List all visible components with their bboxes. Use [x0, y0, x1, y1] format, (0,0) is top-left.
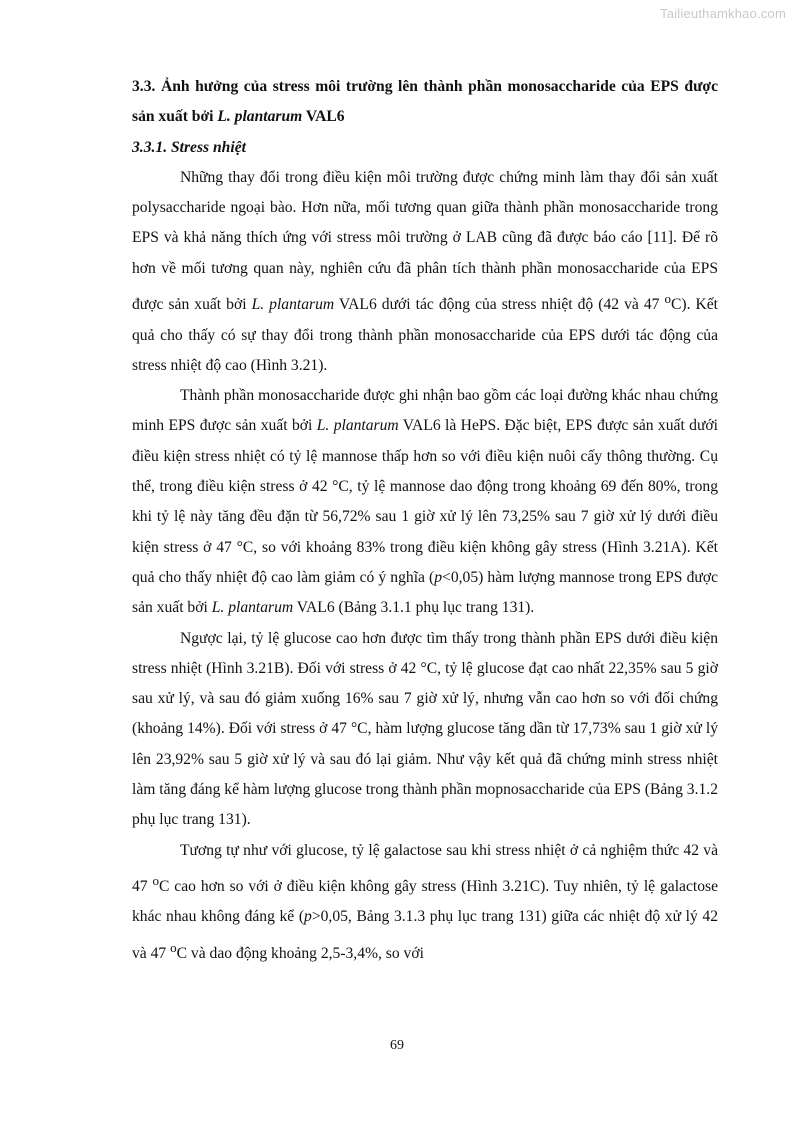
paragraph-1 — [132, 163, 718, 381]
paragraph-text: C và dao động khoảng 2,5-3,4%, so với — [176, 944, 424, 962]
paragraph-text: >0,05, Bảng 3.1.3 phụ lục trang 131) giữa các nhiệt độ xử lý 42 và 47 — [132, 908, 719, 962]
paragraph-text: VAL6 (Bảng 3.1.1 phụ lục trang 131). — [293, 599, 535, 617]
p-value-symbol: p — [304, 908, 312, 926]
p-value-symbol: p — [434, 568, 443, 586]
paragraph-text: <0,05) hàm lượng mannose trong EPS được sản xuất bởi — [132, 568, 718, 617]
watermark-text: Tailieuthamkhao.com — [660, 6, 786, 21]
section-heading — [132, 72, 718, 133]
subsection-heading: 3.3.1. Stress nhiệt — [132, 138, 246, 156]
paragraph-text: VAL6 là HePS. Đặc biệt, EPS được sản xuất dưới điều kiện stress nhiệt có tỷ lệ mannose thấp hơn so với điều kiện nuôi cấy thông thường. Cụ thể, trong điều kiện stress ở 42 °C, tỷ lệ mannose dao động trong khoảng 69 đến 80%, trong khi tỷ lệ này tăng đều đặn từ 56,72% sau 1 giờ xử lý lên 73,25% sau 7 giờ xử lý dưới điều kiện stress ở 47 °C, so với khoảng 83% trong điều kiện không gây stress (Hình 3.21A). Kết quả cho thấy nhiệt độ cao làm giảm có ý nghĩa ( — [132, 417, 718, 586]
species-name: L. plantarum — [211, 599, 294, 617]
degree-superscript: o — [170, 939, 177, 955]
paragraph-text: Tương tự như với glucose, tỷ lệ galactose sau khi stress nhiệt ở cả nghiệm thức 42 và 47 — [132, 841, 718, 896]
paragraph-text: C cao hơn so với ở điều kiện không gây stress (Hình 3.21C). Tuy nhiên, tỷ lệ galactose khác nhau không đáng kể ( — [132, 878, 718, 926]
paragraph-text: Những thay đổi trong điều kiện môi trường được chứng minh làm thay đổi sản xuất polysaccharide ngoại bào. Hơn nữa, mối tương quan giữa thành phần monosaccharide trong EPS và khả năng thích ứng với stress môi trường ở LAB cũng đã được báo cáo [11]. Để rõ hơn về mối tương quan này, nghiên cứu đã phân tích thành phần monosaccharide của EPS được sản xuất bởi — [132, 168, 718, 314]
paragraph-3: Ngược lại, tỷ lệ glucose cao hơn được tìm thấy trong thành phần EPS dưới điều kiện stress nhiệt (Hình 3.21B). Đối với stress ở 42 °C, tỷ lệ glucose đạt cao nhất 22,35% sau 5 giờ sau xử lý, và sau đó giảm xuống 16% sau 7 giờ xử lý, nhưng vẫn cao hơn so với đối chứng (khoảng 14%). Đối với stress ở 47 °C, hàm lượng glucose tăng dần từ 17,73% sau 1 giờ xử lý lên 23,92% sau 5 giờ xử lý và sau đó lại giảm. Như vậy kết quả đã chứng minh stress nhiệt làm tăng đáng kể hàm lượng glucose trong thành phần mopnosaccharide của EPS (Bảng 3.1.2 phụ lục trang 131). — [132, 629, 718, 829]
paragraph-4 — [132, 836, 718, 970]
heading-suffix: VAL6 — [302, 108, 345, 126]
paragraph-text: Thành phần monosaccharide được ghi nhận bao gồm các loại đường khác nhau chứng minh EPS được sản xuất bởi — [132, 387, 718, 435]
degree-superscript: o — [664, 291, 671, 307]
paragraph-2 — [132, 381, 718, 623]
heading-species: L. plantarum — [217, 108, 303, 126]
degree-superscript: o — [152, 872, 159, 888]
paragraph-text: VAL6 dưới tác động của stress nhiệt độ (42 và 47 — [334, 296, 665, 314]
document-body — [132, 72, 718, 969]
species-name: L. plantarum — [251, 296, 335, 314]
paragraph-text: C). Kết quả cho thấy có sự thay đổi trong thành phần monosaccharide của EPS dưới tác động của stress nhiệt độ cao (Hình 3.21). — [132, 296, 719, 374]
page-number: 69 — [390, 1038, 404, 1053]
species-name: L. plantarum — [316, 417, 399, 435]
heading-text: 3.3. Ảnh hưởng của stress môi trường lên thành phần monosaccharide của EPS được sản xuất bởi — [132, 78, 718, 126]
